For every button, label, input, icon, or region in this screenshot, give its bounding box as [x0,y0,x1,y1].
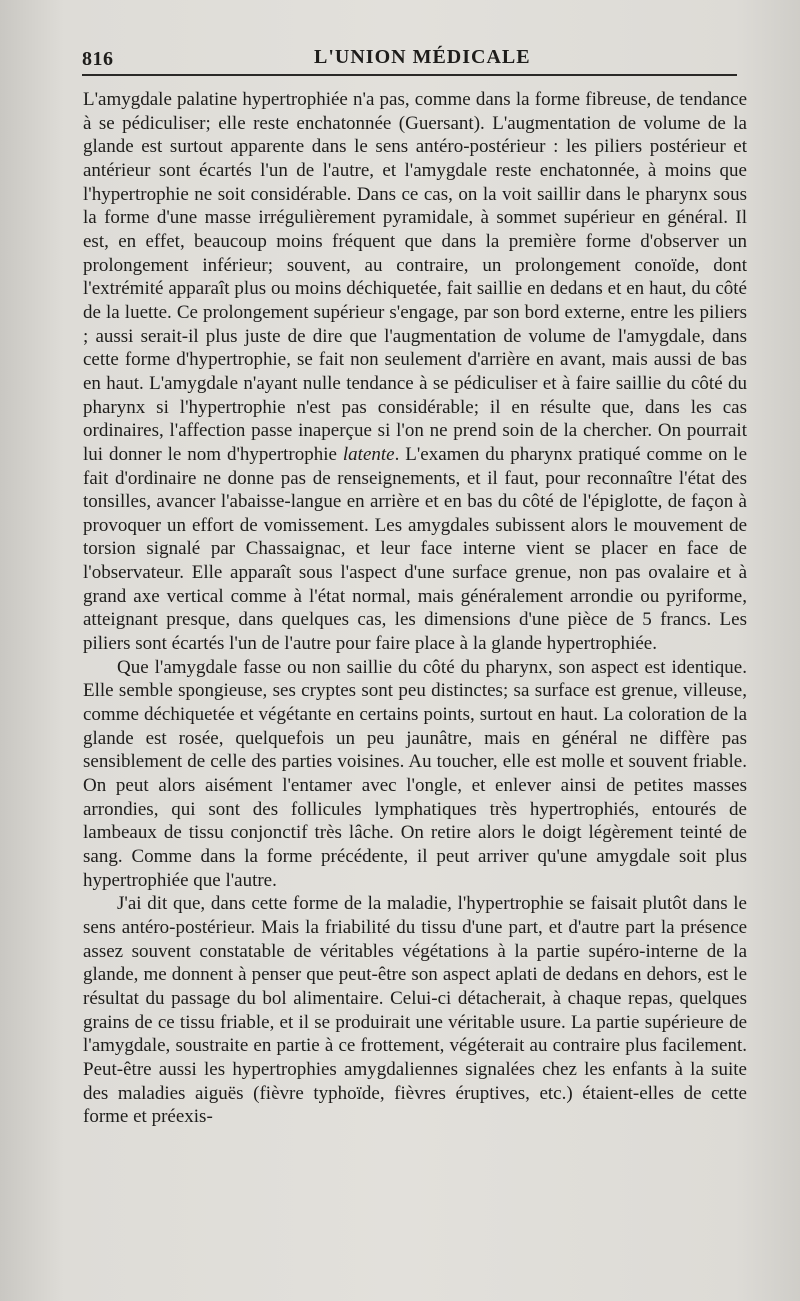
page-header [82,44,732,74]
paragraph-1-text-a: L'amygdale palatine hypertrophiée n'a pas, comme dans la forme fibreuse, de tendance à se pédiculiser; elle reste enchatonnée (Guersant). L'augmentation de volume de la glande est surtout apparente dans le sens antéro-postérieur : les piliers postérieur et antérieur sont écartés l'un de l'autre, et l'amygdale reste enchatonnée, à moins que l'hypertrophie ne soit considérable. Dans ce cas, on la voit saillir dans le pharynx sous la forme d'une masse irrégulièrement pyramidale, à sommet supérieur en général. Il est, en effet, beaucoup moins fréquent que dans la première forme d'observer un prolongement inférieur; souvent, au contraire, un prolongement conoïde, dont l'extrémité apparaît plus ou moins déchiquetée, fait saillie en dedans et en haut, du côté de la luette. Ce prolongement supérieur s'engage, par son bord externe, entre les piliers ; aussi serait-il plus juste de dire que l'augmentation de volume de l'amygdale, dans cette forme d'hypertrophie, se fait non seulement d'arrière en avant, mais aussi de bas en haut. L'amygdale n'ayant nulle tendance à se pédiculiser et à faire saillie du côté du pharynx si l'hypertrophie n'est pas considérable; il en résulte que, dans les cas ordinaires, l'affection passe inaperçue si l'on ne prend soin de la chercher. On pourrait lui donner le nom d'hypertrophie [83,89,747,465]
body-text [83,88,747,1129]
italic-term-latente: latente [342,443,395,465]
paragraph-2: Que l'amygdale fasse ou non saillie du côté du pharynx, son aspect est identique. Elle semble spongieuse, ses cryptes sont peu distinctes; sa surface est grenue, villeuse, comme déchiquetée et végétante en certains points, surtout en haut. La coloration de la glande est rosée, quelquefois un peu jaunâtre, mais en général ne diffère pas sensiblement de celle des parties voisines. Au toucher, elle est molle et souvent friable. On peut alors aisément l'entamer avec l'ongle, et enlever ainsi de petites masses arrondies, qui sont des follicules lymphatiques très hypertrophiés, entourés de lambeaux de tissu conjonctif très lâche. On retire alors le doigt légèrement teinté de sang. Comme dans la forme précédente, il peut arriver qu'une amygdale soit plus hypertrophiée que l'autre. [83,656,747,891]
running-title: L'UNION MÉDICALE [314,46,531,68]
paragraph-1-text-b: . L'examen du pharynx pratiqué comme on le fait d'ordinaire ne donne pas de renseignements, et il faut, pour reconnaître l'état des tonsilles, avancer l'abaisse-langue en arrière et en bas du côté de l'épiglotte, de façon à provoquer un effort de vomissement. Les amygdales subissent alors le mouvement de torsion signalé par Chassaignac, et leur face interne vient se placer en face de l'observateur. Elle apparaît sous l'aspect d'une surface grenue, non pas ovalaire et à grand axe vertical comme à l'état normal, mais généralement arrondie ou pyriforme, atteignant presque, dans quelques cas, les dimensions d'une pièce de 5 francs. Les piliers sont écartés l'un de l'autre pour faire place à la glande hypertrophiée. [83,443,747,655]
paragraph-1 [83,88,747,656]
paragraph-3: J'ai dit que, dans cette forme de la maladie, l'hypertrophie se faisait plutôt dans le sens antéro-postérieur. Mais la friabilité du tissu d'une part, et d'autre part la présence assez souvent constatable de véritables végétations à la partie supéro-interne de la glande, me donnent à penser que peut-être son aspect aplati de dedans en dehors, est le résultat du passage du bol alimentaire. Celui-ci détacherait, à chaque repas, quelques grains de ce tissu friable, et il se produirait une véritable usure. La partie supérieure de l'amygdale, soustraite en partie à ce frottement, végéterait au contraire plus facilement. Peut-être aussi les hypertrophies amygdaliennes signalées chez les enfants à la suite des maladies aiguës (fièvre typhoïde, fièvres éruptives, etc.) étaient-elles de cette forme et préexis- [83,893,747,1128]
page-number: 816 [82,48,114,70]
header-rule [82,74,737,76]
